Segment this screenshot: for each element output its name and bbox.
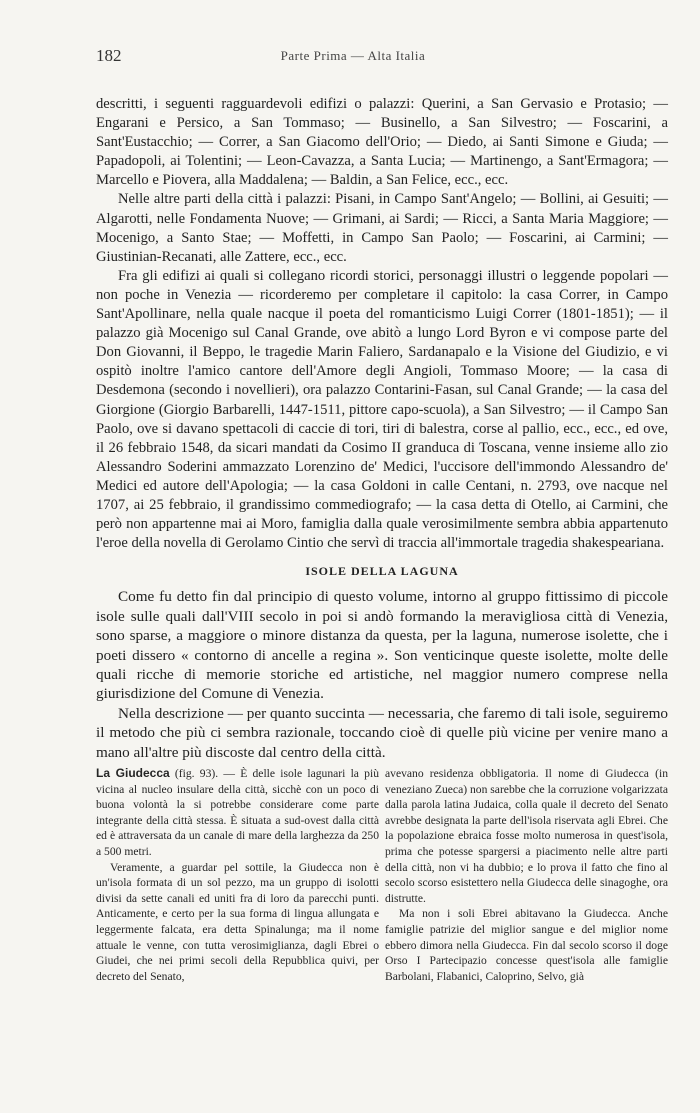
section-title: ISOLE DELLA LAGUNA [305, 564, 459, 579]
two-column-text [96, 766, 668, 984]
section-text [96, 587, 668, 762]
paragraph-description-method: Nella descrizione — per quanto succinta — necessaria, che faremo di tali isole, seguiremo il metodo che più ci sembra razionale, toccando cioè di quelle più vicine per venire mano a mano all'altre più discoste dal centro della città. [96, 704, 668, 761]
paragraph-other-palazzi: Nelle altre parti della città i palazzi: Pisani, in Campo Sant'Angelo; — Bollini, ai Gesuiti; — Algarotti, nelle Fondamenta Nuove; — Grimani, ai Sardi; — Ricci, a Santa Maria Maggiore; — Mocenigo, a Santo Stae; — Moffetti, in Campo San Paolo; — Foscarini, ai Carmini; — Giustinian-Recanati, alle Zattere, ecc., ecc. [96, 191, 668, 265]
paragraph-giudecca-name: Veramente, a guardar pel sottile, la Giudecca non è un'isola formata di un sol pezzo, ma un gruppo di isolotti divisi da sette canali ed uniti fra di loro da parecchi punti. Anticamente, e certo per la sua forma di lingua allungata e leggermente falcata, era detta Spinalunga; ma il nome attuale le venne, con tutta verosimiglianza, dagli Ebrei o Giudei, che nei primi secoli della Repubblica quivi, per decreto del Senato, [96, 860, 379, 983]
running-head: Parte Prima — Alta Italia [280, 48, 426, 63]
paragraph-lagoon-islands: Come fu detto fin dal principio di questo volume, intorno al gruppo fittissimo di piccole isole sulle quali dall'VIII secolo in poi si andò formando la meravigliosa città di Venezia, sono sparse, a maggiore o minore distanza da questa, per la laguna, numerose isolette, che i poeti dissero « contorno di ancelle a regina ». Son venticinque queste isolette, molte delle quali ricche di memorie storiche ed artistiche, nel maggior numero comprese nella giurisdizione del Comune di Venezia. [96, 588, 668, 703]
paragraph-giudecca-intro [96, 766, 379, 860]
paragraph-historic-buildings: Fra gli edifizi ai quali si collegano ricordi storici, personaggi illustri o leggende popolari — non poche in Venezia — ricorderemo per completare il capitolo: la casa Correr, in Campo Sant'Apollinare, nella quale nacque il poeta del romanticismo Luigi Correr (1801-1851); — il palazzo già Mocenigo sul Canal Grande, ove abitò a lungo Lord Byron e vi compose parte del Don Giovanni, il Beppo, le tragedie Marin Faliero, Sardanapalo e la Visione del Giudizio, e vi ospitò inoltre l'amico cantore dell'Amore degli Angioli, Tommaso Moore; — la casa di Desdemona (secondo i novellieri), ora palazzo Contarini-Fasan, sul Canal Grande; — la casa del Giorgione (Giorgio Barbarelli, 1447-1511, pittore capo-scuola), a San Silvestro; — il Campo San Paolo, ove si davano spettacoli di caccie di tori, tiri di balestra, corse al pallio, ecc., ecc., ed ove, il 26 febbraio 1548, da sicari mandati da Cosimo II granduca di Toscana, venne insieme allo zio Alessandro Soderini ammazzato Lorenzino de' Medici, l'uccisore dell'immondo Alessandro de' Medici ed autore dell'Apologia; — la casa Goldoni in calle Centani, n. 2793, ove nacque nel 1707, ai 25 febbraio, il grandissimo commediografo; — la casa detta di Otello, ai Carmini, che però non appartenne mai ai Moro, famiglia dalla quale verosimilmente sembra abbia appartenuto l'eroe della novella di Gerolamo Cintio che servì di traccia all'immortale tragedia shakespeariana. [96, 267, 668, 552]
page-header [96, 46, 610, 70]
right-column [385, 766, 668, 984]
page-number: 182 [96, 46, 122, 65]
paragraph-palazzi-list: descritti, i seguenti ragguardevoli edifizi o palazzi: Querini, a San Gervasio e Protasio; — Engarani e Persico, a San Tommaso; — Businello, a San Silvestro; — Foscarini, a Sant'Eustacchio; — Correr, a San Giacomo dell'Orio; — Diedo, ai Santi Simone e Giuda; — Papadopoli, ai Tolentini; — Leon-Cavazza, a Santa Lucia; — Martinengo, a Sant'Ermagora; — Marcello e Piovera, alla Maddalena; — Baldin, a San Felice, ecc., ecc. [96, 96, 668, 189]
paragraph-giudecca-families: Ma non i soli Ebrei abitavano la Giudecca. Anche famiglie patrizie del miglior sangue e del miglior nome ebbero dimora nella Giudecca. Fin dal secolo scorso il doge Orso I Partecipazio concesse quest'isola alle famiglie Barbolani, Flabanici, Caloprino, Selvo, già [385, 907, 668, 983]
entry-heading: La Giudecca [96, 766, 170, 780]
left-column [96, 766, 379, 984]
giudecca-intro-text: (fig. 93). — È delle isole lagunari la più vicina al nucleo insulare della città, sicchè con un poco di buona volontà la si potrebbe considerare come parte integrante della città stessa. È situata a sud-ovest dalla città ed è attraversata da un canale di mare della larghezza da 250 a 500 metri. [96, 767, 379, 858]
main-text [96, 95, 668, 762]
paragraph-giudecca-jews: avevano residenza obbligatoria. Il nome di Giudecca (in veneziano Zueca) non sarebbe che la corruzione volgarizzata dalla parola latina Judaica, colla quale il decreto del Senato avrebbe designata la parte dell'isola riservata agli Ebrei. Che la popolazione ebraica fosse molto numerosa in quest'isola, prima che potesse spargersi a piacimento nelle altre parti della città, non vi ha dubbio; e lo prova il fatto che fino al secolo scorso esistettero nella Giudecca delle sinagoghe, ora distrutte. [385, 767, 668, 905]
